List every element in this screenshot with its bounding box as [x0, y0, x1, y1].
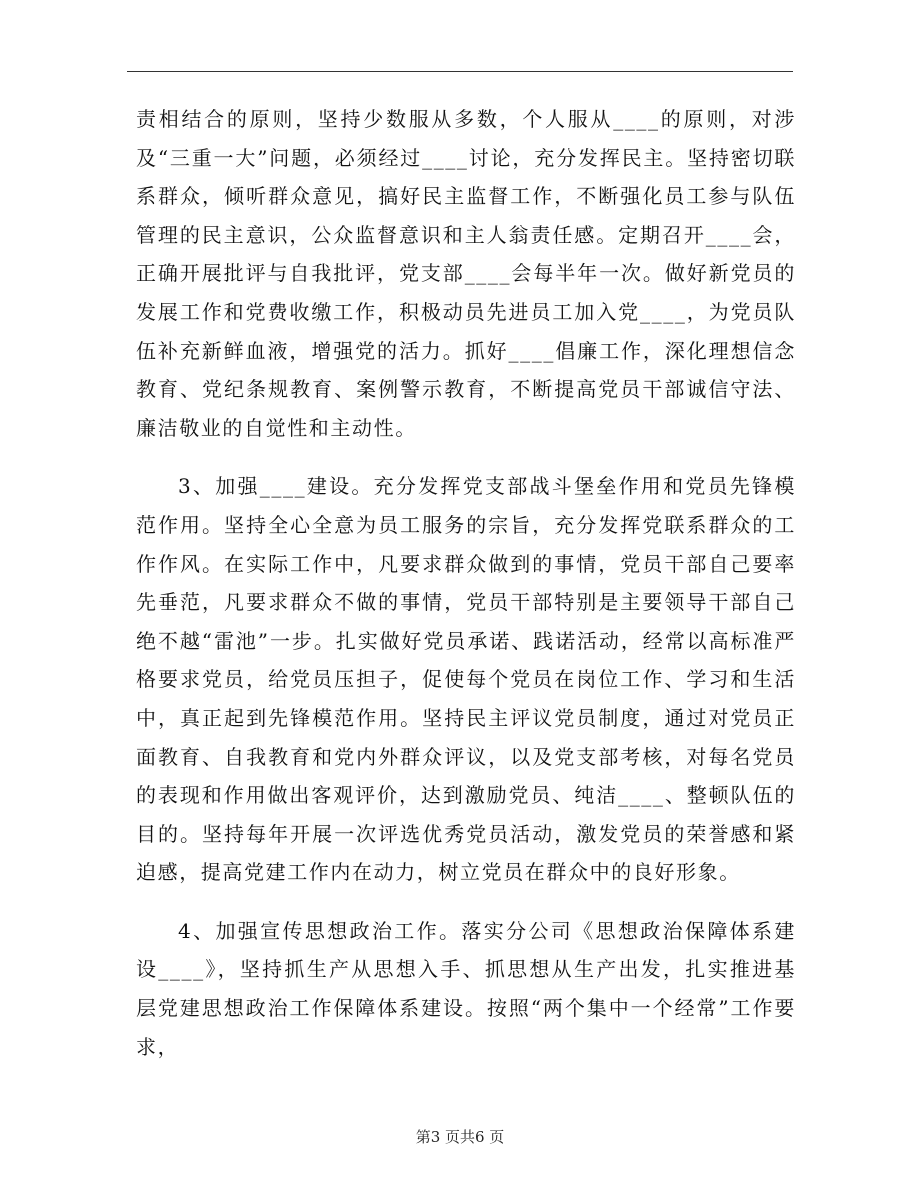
header-rule [127, 71, 793, 72]
paragraph-item-3: 3、加强____建设。充分发挥党支部战斗堡垒作用和党员先锋模范作用。坚持全心全意为员工服务的宗旨，充分发挥党联系群众的工作作风。在实际工作中，凡要求群众做到的事情，党员干部自己要率先垂范，凡要求群众不做的事情，党员干部特别是主要领导干部自己绝不越“雷池”一步。扎实做好党员承诺、践诺活动，经常以高标准严格要求党员，给党员压担子，促使每个党员在岗位工作、学习和生活中，真正起到先锋模范作用。坚持民主评议党员制度，通过对党员正面教育、自我教育和党内外群众评议，以及党支部考核，对每名党员的表现和作用做出客观评价，达到激励党员、纯洁____、整顿队伍的目的。坚持每年开展一次评选优秀党员活动，激发党员的荣誉感和紧迫感，提高党建工作内在动力，树立党员在群众中的良好形象。 [136, 474, 796, 885]
paragraph-continuation: 责相结合的原则，坚持少数服从多数，个人服从____的原则，对涉及“三重一大”问题，必须经过____讨论，充分发挥民主。坚持密切联系群众，倾听群众意见，搞好民主监督工作，不断强化员工参与队伍管理的民主意识，公众监督意识和主人翁责任感。定期召开____会，正确开展批评与自我批评，党支部____会每半年一次。做好新党员的发展工作和党费收缴工作，积极动员先进员工加入党____，为党员队伍补充新鲜血液，增强党的活力。抓好____倡廉工作，深化理想信念教育、党纪条规教育、案例警示教育，不断提高党员干部诚信守法、廉洁敬业的自觉性和主动性。 [136, 107, 796, 440]
page-number: 第3 页共6 页 [415, 1128, 505, 1146]
document-body [136, 100, 796, 1066]
paragraph-item-4: 4、加强宣传思想政治工作。落实分公司《思想政治保障体系建设____》，坚持抓生产从思想入手、抓思想从生产出发，扎实推进基层党建思想政治工作保障体系建设。按照“两个集中一个经常”工作要求， [136, 918, 796, 1059]
